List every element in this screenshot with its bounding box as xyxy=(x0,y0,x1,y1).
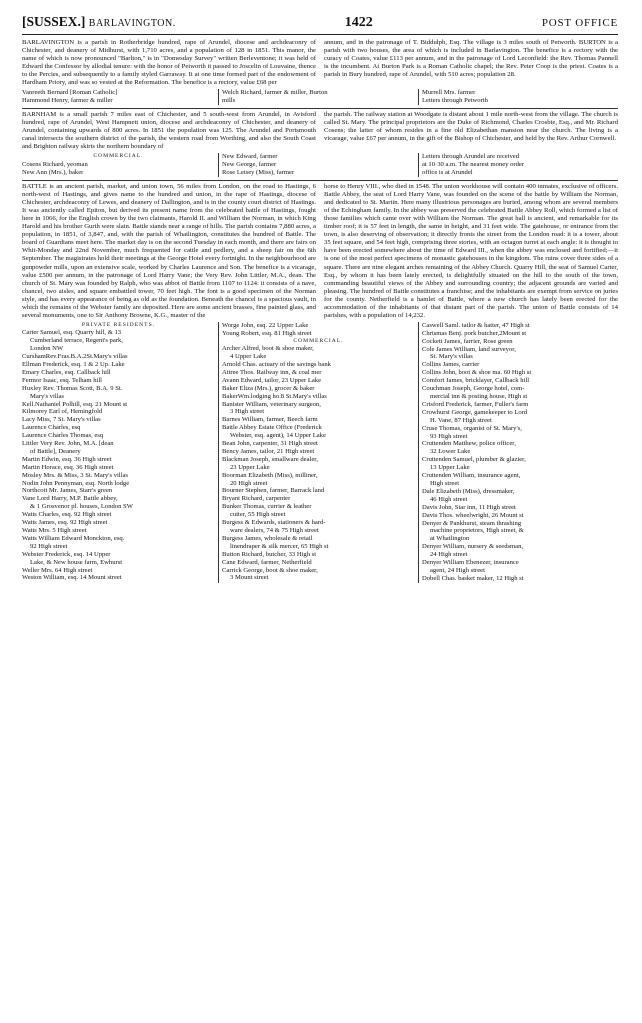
page-header xyxy=(22,14,618,35)
barnham-col-3 xyxy=(418,153,618,177)
directory-line: Dale Elizabeth (Miss), dressmaker, xyxy=(422,487,515,495)
directory-line: 20 High street xyxy=(230,479,268,487)
directory-line: Denyer William, nursery & seedsman, xyxy=(422,543,524,551)
directory-line: Comfort James, bricklayer, Callback hill xyxy=(422,377,530,385)
directory-line: Vanreeth Bernard [Roman Catholic] xyxy=(22,89,118,97)
directory-line: High street xyxy=(430,479,460,487)
directory-line: Burgess James, wholesale & retail xyxy=(222,534,313,542)
directory-line: Nodin John Pennyman, esq. North lodge xyxy=(22,479,130,487)
directory-line: Cockett James, farrier, Rose green xyxy=(422,337,513,345)
directory-line: BakerWm.lodging ho.8 St.Mary's villas xyxy=(222,392,327,400)
directory-line: Cruse Thomas, organist of St. Mary's, xyxy=(422,424,522,432)
directory-line: of Battle], Deanery xyxy=(30,447,81,455)
barnham-entry xyxy=(22,111,618,151)
directory-line: Button Richard, butcher, 33 High st xyxy=(222,550,317,558)
barlavington-residents xyxy=(22,89,618,105)
directory-col-1 xyxy=(22,329,215,582)
directory-line: Carrick George, boot & shoe maker, xyxy=(222,566,318,574)
directory-line: Caswell Saml. tailor & hatter, 47 High st xyxy=(422,321,530,329)
header-county: [SUSSEX.] BARLAVINGTON. xyxy=(22,14,176,29)
directory-line: Crowhurst George, gamekeeper to Lord xyxy=(422,408,528,416)
directory-line: Mary's villas xyxy=(30,392,64,400)
directory-line: Kell.Nathaniel Polhill, esq. 21 Mount st xyxy=(22,400,128,408)
directory-page xyxy=(22,14,618,583)
directory-line: Laurence Charles, esq xyxy=(22,424,81,432)
battle-text-left: BATTLE is an ancient parish, market, and union town, 56 miles from London, on the road to Hastings, 6 north-west of Hastings, and gives name to the hundred and union, in the rape of Hastings, diocese of Chichester, archdeaconry of Lewes, and deanery of Dallington, and is in the county court district of Hastings. It was anciently called Epiton, but derived its present name from the celebrated battle of Hastings, fought here in 1066, for the English crown by the two claimants, Harold II. and William the Norman, in which King Harold and his brother Gurth were slain. Battle stands near a range of hills. The parish contains 7,880 acres, a population, in 1851, of 3,847, and, with the parish of Whatlington, constitutes the hundred of Battle. The board of Guardians meet here. The market day is on the second Tuesday in each month, and there are fairs on Whit-Monday and 22nd November, much frequented for cattle and pedlery, and a sheep fair on the 6th September. The magistrates hold their meetings at the George Hotel every fortnight. In the neighbourhood are gunpowder mills, upon an extensive scale, worked by Charles Laurence and Son. The benefice is a vicarage, value £500 per annum, in the patronage of Lord Harry Vane; the Very Rev. John Littler, M.A., dean. The church of St. Mary was founded by Ralph, who was abbot of Battle from 1107 to 1124: it consists of a nave, chancel, two aisles, and square embattled tower, 70 feet high. The font is a good specimen of the Norman style, and has every appearance of being as old as the foundation. Beneath the chancel is a spacious vault, in which the remains of the Webster family are deposited. Here are some ancient brasses, fine painted glass, and several monuments, one to Sir Anthony Browne, K.G., master of the xyxy=(22,183,316,319)
barnham-text-right: the parish. The railway station at Woodgate is distant about 1 mile north-west from the village. The church is called St. Mary. The principal proprietors are the Duke of Richmond, Charles Crosbie, Esq., and Mr. Richard Cosens; the latter of whom resides in a fine old Elizabethan mansion near the church. The living is a vicarage, value £67 per annum, in the gift of the Bishop of Chichester, and held by the Rev. Arthur Cornwell. xyxy=(324,111,618,143)
directory-line: Fermor Isaac, esq. Telham hill xyxy=(22,376,102,384)
header-section: POST OFFICE xyxy=(541,17,618,29)
directory-line: Vane Lord Harry, M.P. Battle abbey, xyxy=(22,495,118,503)
directory-line: Battle Abbey Estate Office (Frederick xyxy=(222,424,322,432)
directory-line: 24 High street xyxy=(430,551,468,559)
directory-line: at Whatlington xyxy=(430,535,470,543)
directory-line: Cruttenden Samuel, plumber & glazier, xyxy=(422,456,526,464)
directory-line: Blackman Joseph, smallware dealer, xyxy=(222,455,318,463)
barlavington-col-3 xyxy=(418,89,618,105)
directory-line: at 10·30 a.m. The nearest money order xyxy=(422,161,525,169)
directory-line: Murrell Mrs. farmer xyxy=(422,89,476,97)
directory-line: Kilmorey Earl of, Hemingfold xyxy=(22,408,103,416)
directory-line: Martin Horace, esq. 36 High street xyxy=(22,463,114,471)
directory-col-2-private xyxy=(222,322,415,338)
divider xyxy=(22,180,618,181)
directory-line: mills xyxy=(222,97,236,105)
directory-line: Northcott Mr. James, Starr's green xyxy=(22,487,113,495)
barlavington-entry xyxy=(22,39,618,87)
directory-line: Bency James, tailor, 21 High street xyxy=(222,447,315,455)
directory-line: Barnes William, farmer, Beech farm xyxy=(222,416,318,424)
battle-directory xyxy=(22,322,618,583)
directory-line: Webster, esq. agent), 14 Upper Lake xyxy=(230,432,326,440)
directory-line: Rose Letsey (Miss), farmer xyxy=(222,169,295,177)
directory-line: Arnold Chas. actuary of the savings bank xyxy=(222,360,331,368)
battle-text-right: horse to Henry VIII., who died in 1548. The union workhouse will contain 400 inmates, exclusive of officers. Battle Abbey, the seat of Lord Harry Vane, was founded on the scene of the battle by William the Norman, and dedicated to St. Martin. Here many illustrious personages are buried, among whom are several members of the Echingham family. In the abbey was preserved the celebrated Battle Abbey Roll, which formed a list of those families which came over with William the Norman. The great hall is ancient, and remarkable for its timber roof; it is 57 feet in length, the same in height, and 31 feet wide. The gatehouse, or entrance from the town, is also deserving of observation; it directly fronts the street from the London road: it is a tower, about 35 feet square, and 54 feet high, comprising three stories, with an octagon turret at each angle: it is thought to have been erected somewhere about the time of Edward III., when the abbey was enclosed and fortified;—it is one of the most perfect specimens of monastic gatehouses in the kingdom. The ruins cover three sides of a square. There are nine elegant arches remaining of the Abbey Church. Quarry Hill, the seat of Samuel Carter, Esq., by whom it has been lately erected, is delightfully situated on the hill to the south of the town, commanding beautiful views of the Abbey and surrounding country; the adjacent grounds are varied and pleasing. The hundred of Battle constitutes a franchise; and the inhabitants are exempt from service on juries for the county. Netherfield is a hamlet of Battle, where a new church has lately been erected for the accommodation of the inhabitants of that distant part of the parish. The union of Battle consists of 14 parishes, with a population of 14,232. xyxy=(324,183,618,319)
battle-entry xyxy=(22,183,618,320)
directory-line: 23 Upper Lake xyxy=(230,463,270,471)
directory-line: Huxley Rev. Thomas Scott, B.A. 9 St. xyxy=(22,384,123,392)
directory-line: Littler Very Rev. John, M.A. [dean xyxy=(22,440,114,448)
directory-line: Laurence Charles Thomas, esq xyxy=(22,432,104,440)
directory-line: Crisford Frederick, farmer, Fuller's farm xyxy=(422,400,529,408)
barlavington-col-1 xyxy=(22,89,218,105)
directory-line: Emary Charles, esq. Callback hill xyxy=(22,368,111,376)
directory-line: Cumberland terrace, Regent's park, xyxy=(30,337,123,345)
directory-line: 4 Upper Lake xyxy=(230,353,267,361)
divider xyxy=(22,108,618,109)
directory-line: Cane Edward, farmer, Netherfield xyxy=(222,558,312,566)
directory-line: Webster Frederick, esq. 14 Upper xyxy=(22,550,111,558)
directory-line: Collins James, carrier xyxy=(422,361,480,369)
directory-line: 92 High street xyxy=(30,542,68,550)
directory-line: Denyer William Ebenezer, insurance xyxy=(422,559,519,567)
directory-line: Cosens Richard, yeoman xyxy=(22,160,88,168)
barnham-col-1 xyxy=(22,161,215,177)
directory-line: Couchman Joseph, George hotel, com- xyxy=(422,385,525,393)
directory-line: Welch Richard, farmer & miller, Burton xyxy=(222,89,328,97)
barnham-text-left: BARNHAM is a small parish 7 miles east of Chichester, and 5 south-west from Arundel, in Avisford hundred, rape of Arundel, West Hampnett union, diocese and archdeaconry of Chichester, and deanery of Arundel, containing upwards of 800 acres. In 1851 the population was 125. The Arundel and Portsmouth canal intersects the southern district of the parish, the western road from Worthing, and also the South Coast and Brighton railway skirts the northern boundary of xyxy=(22,111,316,151)
barlavington-text-left: BARLAVINGTON is a parish in Rotherbridge hundred, rape of Arundel, diocese and archdeaconry of Chichester, and deanery of Midhurst, with 1,710 acres, and a population of 128 in 1851. This manor, the name of which is now pronounced "Barlton," is in "Domesday Survey" written Berleventone; it was held of Edward the Confessor by allodial tenure: with the honor of Petworth it passed to Joscelin of Louvaine, thence to the Percies, and subsequently to a family styled Garraway. It at one time formed part of the endowment of Hardham Priory, and was so vested at the Reformation. The benefice is a rectory, value £68 per xyxy=(22,39,316,87)
directory-line: Boorman Elizabeth (Miss), milliner, xyxy=(222,471,318,479)
directory-line: Weller Mrs. 64 High street xyxy=(22,566,93,574)
directory-line: Burgess & Edwards, stationers & hard- xyxy=(222,519,326,527)
directory-line: Attree Thos. Railway inn, & coal mer xyxy=(222,368,322,376)
directory-line: Weston William, esq. 14 Mount street xyxy=(22,574,122,582)
directory-line: Denyer & Pankhurst, steam thrashing xyxy=(422,519,522,527)
directory-line: Avann Edward, tailor, 23 Upper Lake xyxy=(222,376,322,384)
directory-line: London NW xyxy=(30,345,64,353)
directory-line: 93 High street xyxy=(430,432,468,440)
directory-line: & 1 Grosvenor pl. houses, London SW xyxy=(30,503,133,511)
directory-line: Davis Thos. wheelwright, 26 Mount st xyxy=(422,511,524,519)
directory-line: St. Mary's villas xyxy=(430,353,473,361)
barnham-residents xyxy=(22,153,618,177)
directory-line: Baker Eliza (Mrs.), grocer & baker xyxy=(222,384,315,392)
barnham-commercial-heading: COMMERCIAL. xyxy=(93,153,144,160)
private-residents-heading: PRIVATE RESIDENTS. xyxy=(81,321,156,328)
directory-line: Banister William, veterinary surgeon, xyxy=(222,400,321,408)
directory-col-2 xyxy=(222,345,415,582)
directory-line: mercial inn & posting house, High st xyxy=(430,393,528,400)
directory-line: machine proprietors, High street, & xyxy=(430,527,524,535)
directory-line: Cruttenden Matthew, police officer, xyxy=(422,440,516,448)
directory-line: Watts Charles, esq. 92 High street xyxy=(22,511,112,519)
directory-line: Lacy Miss, 7 St. Mary's villas xyxy=(22,416,101,424)
barnham-col-2 xyxy=(218,153,418,177)
directory-line: New Ann (Mrs.), baker xyxy=(22,168,84,176)
directory-line: Mosley Mrs. & Miss, 3 St. Mary's villas xyxy=(22,471,128,479)
directory-line: Dobell Chas. basket maker, 12 High st xyxy=(422,574,524,582)
directory-line: linendraper & silk mercer, 65 High st xyxy=(230,542,329,550)
directory-line: Bryant Richard, carpenter xyxy=(222,495,291,503)
directory-line: Bunker Thomas, currier & leather xyxy=(222,503,312,511)
directory-line: Worge John, esq. 22 Upper Lake xyxy=(222,321,309,329)
directory-line: Chrismas Benj. pork butcher,2Mount st xyxy=(422,329,527,337)
directory-line: Watts William Edward Monckton, esq. xyxy=(22,534,125,542)
header-place: BARLAVINGTON. xyxy=(88,18,176,29)
directory-line: Letters through Petworth xyxy=(422,97,488,105)
directory-line: cutter, 55 High street xyxy=(230,511,286,519)
directory-line: Bourner Stephen, farmer, Barrack land xyxy=(222,487,325,495)
directory-line: 3 Mount street xyxy=(230,574,269,582)
directory-line: CurshamRev.Fras.B.A.2St.Mary's villas xyxy=(22,353,128,361)
directory-line: 46 High street xyxy=(430,495,468,503)
directory-line: Young Robert, esq. 81 High street xyxy=(222,329,312,337)
directory-line: Davis John, Star inn, 11 High street xyxy=(422,503,516,511)
directory-line: Letters through Arundel are received xyxy=(422,153,520,161)
directory-line: Cruttenden William, insurance agent, xyxy=(422,472,521,480)
directory-line: Cole James William, land surveyor, xyxy=(422,345,516,353)
directory-line: 13 Upper Lake xyxy=(430,464,470,472)
directory-line: ware dealers, 74 & 75 High street xyxy=(230,527,319,534)
commercial-heading: COMMERCIAL. xyxy=(293,337,344,344)
directory-line: Ellman Frederick, esq. 1 & 2 Up. Lake xyxy=(22,360,125,368)
directory-line: Lake, & New house farm, Ewhurst xyxy=(30,558,123,566)
directory-line: Watts James, esq. 92 High street xyxy=(22,519,108,527)
directory-line: New Edward, farmer xyxy=(222,153,278,161)
directory-line: 3 High street xyxy=(230,408,265,416)
directory-line: Collins John, boot & shoe ma. 60 High st xyxy=(422,369,532,377)
directory-line: H. Vane, 87 High street xyxy=(430,416,492,424)
barlavington-col-2 xyxy=(218,89,418,105)
directory-line: Bean John, carpenter, 31 High street xyxy=(222,440,318,448)
directory-line: agent, 24 High street xyxy=(430,566,485,574)
directory-line: Hammond Henry, farmer & miller xyxy=(22,97,113,105)
page-number: 1422 xyxy=(344,15,373,30)
directory-col-3 xyxy=(418,322,618,583)
directory-line: office is at Arundel xyxy=(422,169,473,177)
barlavington-text-right: annum, and in the patronage of T. Biddulph, Esq. The village is 3 miles south of Petworth. BURTON is a parish with two houses, the area of which is included in Barlavington. The benefice is a rectory with the curacy of Coates, value £113 per annum, and in the patronage of Lord Leconfield: the Rev. Thomas Pannell is the incumbent. At Burton Park is a Roman Catholic chapel; the Rev. Peter Coop is the priest. Coates is a parish in Bury hundred, rape of Arundel, with 510 acres; population 28. xyxy=(324,39,618,79)
directory-line: Carter Samuel, esq. Quarry hill, & 13 xyxy=(22,329,122,337)
directory-line: Archer Alfred, boot & shoe maker, xyxy=(222,345,314,353)
directory-line: 32 Lower Lake xyxy=(430,448,471,456)
directory-line: Martin Edwin, esq. 36 High street xyxy=(22,455,112,463)
directory-line: Watts Mrs. 5 High street xyxy=(22,527,87,534)
directory-line: New George, farmer xyxy=(222,161,277,169)
